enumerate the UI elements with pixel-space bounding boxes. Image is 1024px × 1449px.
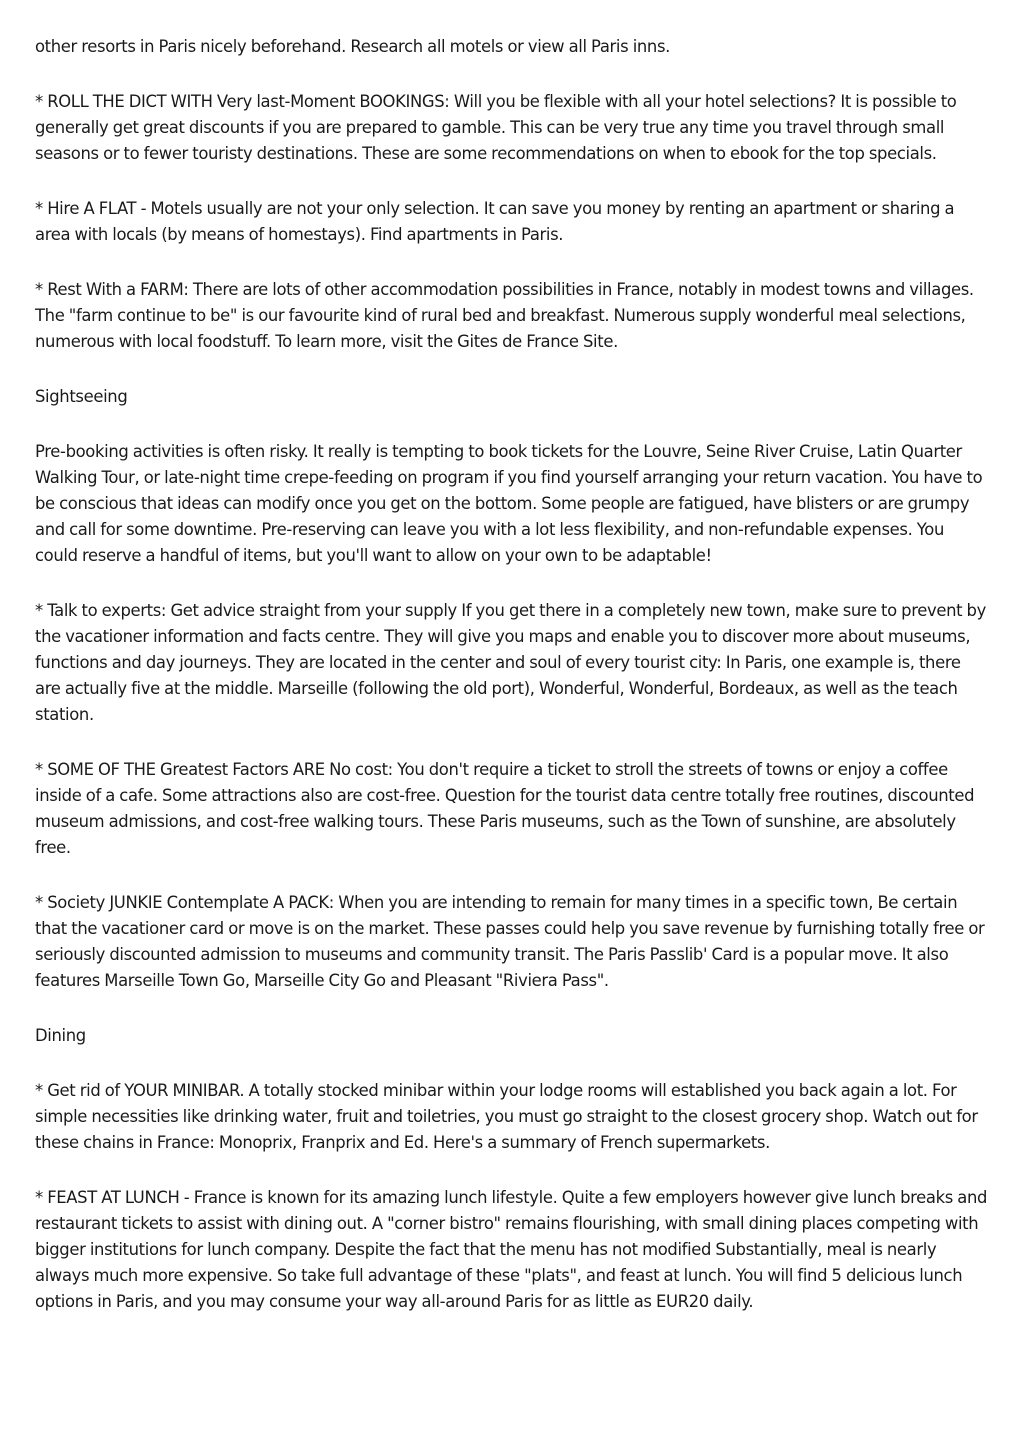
paragraph-minibar: * Get rid of YOUR MINIBAR. A totally stocked minibar within your lodge rooms will established you back again a lot. For simple necessities like drinking water, fruit and toiletries, you must go straight to the closest grocery shop. Watch out for these chains in France: Monoprix, Franprix and Ed. Here's a summary of French supermarkets. bbox=[35, 1081, 978, 1152]
document-page bbox=[35, 34, 990, 1344]
paragraph-last-minute-bookings: * ROLL THE DICT WITH Very last-Moment BOOKINGS: Will you be flexible with all your hotel selections? It is possible to generally get great discounts if you are prepared to gamble. This can be very true any time you travel through small seasons or to fewer touristy destinations. These are some recommendations on when to ebook for the top specials. bbox=[35, 92, 957, 163]
paragraph-free-things: * SOME OF THE Greatest Factors ARE No cost: You don't require a ticket to stroll the streets of towns or enjoy a coffee inside of a cafe. Some attractions also are cost-free. Question for the tourist data centre totally free routines, discounted museum admissions, and cost-free walking tours. These Paris museums, such as the Town of sunshine, are absolutely free. bbox=[35, 760, 975, 857]
paragraph-intro-continuation: other resorts in Paris nicely beforehand. Research all motels or view all Paris inns. bbox=[35, 37, 671, 56]
heading-dining: Dining bbox=[35, 1026, 86, 1045]
paragraph-talk-to-experts: * Talk to experts: Get advice straight from your supply If you get there in a completely new town, make sure to prevent by the vacationer information and facts centre. They will give you maps and enable you to discover more about museums, functions and day journeys. They are located in the center and soul of every tourist city: In Paris, one example is, there are actually five at the middle. Marseille (following the old port), Wonderful, Wonderful, Bordeaux, as well as the teach station. bbox=[35, 601, 986, 724]
heading-sightseeing: Sightseeing bbox=[35, 387, 128, 406]
paragraph-pre-booking: Pre-booking activities is often risky. It really is tempting to book tickets for the Louvre, Seine River Cruise, Latin Quarter Walking Tour, or late-night time crepe-feeding on program if you find yourself arranging your return vacation. You have to be conscious that ideas can modify once you get on the bottom. Some people are fatigued, have blisters or are grumpy and call for some downtime. Pre-reserving can leave you with a lot less flexibility, and non-refundable expenses. You could reserve a handful of items, but you'll want to allow on your own to be adaptable! bbox=[35, 442, 983, 565]
paragraph-feast-at-lunch: * FEAST AT LUNCH - France is known for its amazing lunch lifestyle. Quite a few employers however give lunch breaks and restaurant tickets to assist with dining out. A "corner bistro" remains flourishing, with small dining places competing with bigger institutions for lunch company. Despite the fact that the menu has not modified Substantially, meal is nearly always much more expensive. So take full advantage of these "plats", and feast at lunch. You will find 5 delicious lunch options in Paris, and you may consume your way all-around Paris for as little as EUR20 daily. bbox=[35, 1188, 988, 1311]
paragraph-hire-a-flat: * Hire A FLAT - Motels usually are not your only selection. It can save you money by renting an apartment or sharing a area with locals (by means of homestays). Find apartments in Paris. bbox=[35, 199, 955, 244]
paragraph-culture-pass: * Society JUNKIE Contemplate A PACK: When you are intending to remain for many times in a specific town, Be certain that the vacationer card or move is on the market. These passes could help you save revenue by furnishing totally free or seriously discounted admission to museums and community transit. The Paris Passlib' Card is a popular move. It also features Marseille Town Go, Marseille City Go and Pleasant "Riviera Pass". bbox=[35, 893, 985, 990]
paragraph-rest-with-a-farm: * Rest With a FARM: There are lots of other accommodation possibilities in France, notably in modest towns and villages. The "farm continue to be" is our favourite kind of rural bed and breakfast. Numerous supply wonderful meal selections, numerous with local foodstuff. To learn more, visit the Gites de France Site. bbox=[35, 280, 974, 351]
